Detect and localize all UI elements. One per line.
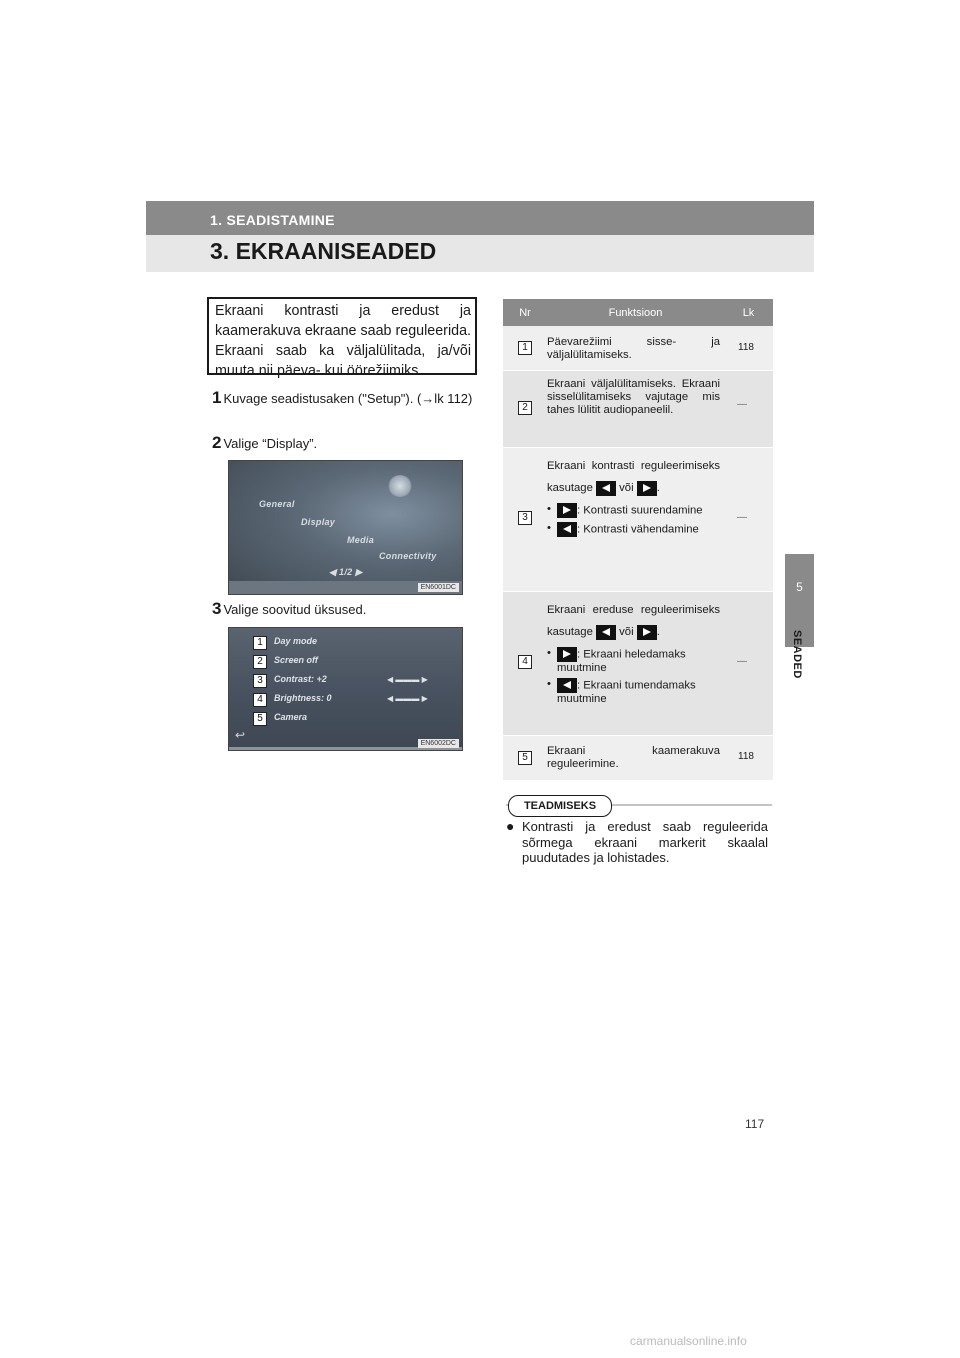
- step-text: Valige “Display”.: [223, 436, 318, 451]
- table-row: [503, 592, 773, 736]
- row-page: —: [737, 512, 747, 523]
- right-arrow-icon: [557, 647, 577, 662]
- bullet-icon: ●: [506, 818, 515, 834]
- row-page: —: [737, 656, 747, 667]
- setup-screen-image: [228, 460, 463, 595]
- table-header: [503, 299, 773, 326]
- right-arrow-icon: [557, 503, 577, 518]
- row-label: Day mode: [274, 636, 318, 646]
- step-1: [212, 388, 480, 408]
- step-number: 3: [212, 599, 222, 618]
- bullet-increase: • : Kontrasti suurendamine: [547, 503, 703, 517]
- display-row-4: [234, 691, 459, 708]
- page-title: 3. EKRAANISEADED: [210, 238, 437, 264]
- menu-item-connectivity: Connectivity: [379, 551, 437, 561]
- left-arrow-icon: [596, 625, 616, 640]
- slider-control: ◀ ▬▬▬ ▶: [387, 675, 428, 684]
- display-row-1: [234, 634, 459, 651]
- row-number: 3: [518, 511, 532, 525]
- row-page: —: [737, 399, 747, 410]
- intro-box: Ekraani kontrasti ja eredust ja kaamerakuva ekraane saab reguleerida. Ekraani saab ka väljalülitada, ja/või muuta nii päeva- kui öörežiimiks.: [207, 297, 477, 375]
- chapter-number: 5: [796, 580, 803, 594]
- table-row: [503, 448, 773, 592]
- row-text: Ekraani väljalülitamiseks. Ekraani sisselülitamiseks vajutage mis tahes lülitit audiopaneelil.: [547, 378, 720, 416]
- bullet-brighter: • : Ekraani heledamaks muutmine: [547, 647, 686, 674]
- row-text: Päevarežiimi sisse- ja väljalülitamiseks.: [547, 336, 720, 361]
- step-number: 2: [212, 433, 222, 452]
- header-funktsioon: Funktsioon: [608, 306, 663, 319]
- callout-number: 5: [253, 712, 267, 726]
- row-label: Brightness: 0: [274, 693, 332, 703]
- callout-number: 3: [253, 674, 267, 688]
- callout-number: 4: [253, 693, 267, 707]
- step-3: [212, 599, 366, 619]
- image-code: EN6002DC: [418, 739, 459, 748]
- back-icon: ↩: [235, 728, 246, 742]
- bullet-darker: • : Ekraani tumendamaks muutmine: [547, 678, 696, 705]
- display-row-5: [234, 710, 459, 727]
- left-arrow-icon: [557, 678, 577, 693]
- disc-icon: [387, 475, 413, 497]
- callout-number: 1: [253, 636, 267, 650]
- row-label: Screen off: [274, 655, 318, 665]
- row-page: 118: [738, 751, 754, 762]
- row-text: Ekraani ereduse reguleerimiseks kasutage või . • : Ekraani heledamaks muutmine • : Ekraani tumendamaks muutmine: [547, 604, 720, 705]
- page-indicator: ◀ 1/2 ▶: [329, 567, 363, 577]
- header-nr: Nr: [519, 306, 531, 319]
- watermark: carmanualsonline.info: [630, 1334, 747, 1348]
- slider-control: ◀ ▬▬▬ ▶: [387, 694, 428, 703]
- step-text: Kuvage seadistusaken ("Setup"). (→lk 112): [223, 391, 473, 406]
- row-page: 118: [738, 342, 754, 353]
- display-screen-image: [228, 627, 463, 751]
- step-2: [212, 433, 317, 453]
- step-number: 1: [212, 388, 222, 407]
- menu-item-media: Media: [347, 535, 375, 545]
- row-label: Camera: [274, 712, 308, 722]
- row-label: Contrast: +2: [274, 674, 327, 684]
- display-row-2: [234, 653, 459, 670]
- row-text: Ekraani kaamerakuva reguleerimine.: [547, 745, 720, 770]
- table-row: [503, 371, 773, 448]
- page-number: 117: [745, 1117, 765, 1131]
- image-code: EN6001DC: [418, 583, 459, 592]
- display-row-3: [234, 672, 459, 689]
- section-title: 1. SEADISTAMINE: [210, 212, 335, 228]
- row-text: Ekraani kontrasti reguleerimiseks kasutage või . • : Kontrasti suurendamine • : Kontrasti vähendamine: [547, 460, 720, 536]
- table-row: [503, 736, 773, 781]
- row-number: 5: [518, 751, 532, 765]
- right-arrow-icon: [637, 481, 657, 496]
- left-arrow-icon: [557, 522, 577, 537]
- note-text: ● Kontrasti ja eredust saab reguleerida sõrmega ekraani markerit skaalal puudutades ja lohistades.: [506, 818, 768, 865]
- table-row: [503, 326, 773, 371]
- row-number: 2: [518, 401, 532, 415]
- menu-item-general: General: [259, 499, 295, 509]
- function-table: [503, 299, 773, 781]
- bullet-decrease: • : Kontrasti vähendamine: [547, 522, 699, 536]
- callout-number: 2: [253, 655, 267, 669]
- row-number: 1: [518, 341, 532, 355]
- right-arrow-icon: [637, 625, 657, 640]
- chapter-label: SEADED: [791, 630, 803, 679]
- header-lk: Lk: [742, 306, 755, 319]
- menu-item-display: Display: [301, 517, 336, 527]
- left-arrow-icon: [596, 481, 616, 496]
- row-number: 4: [518, 655, 532, 669]
- note-badge: TEADMISEKS: [508, 795, 612, 817]
- step-text: Valige soovitud üksused.: [223, 602, 367, 617]
